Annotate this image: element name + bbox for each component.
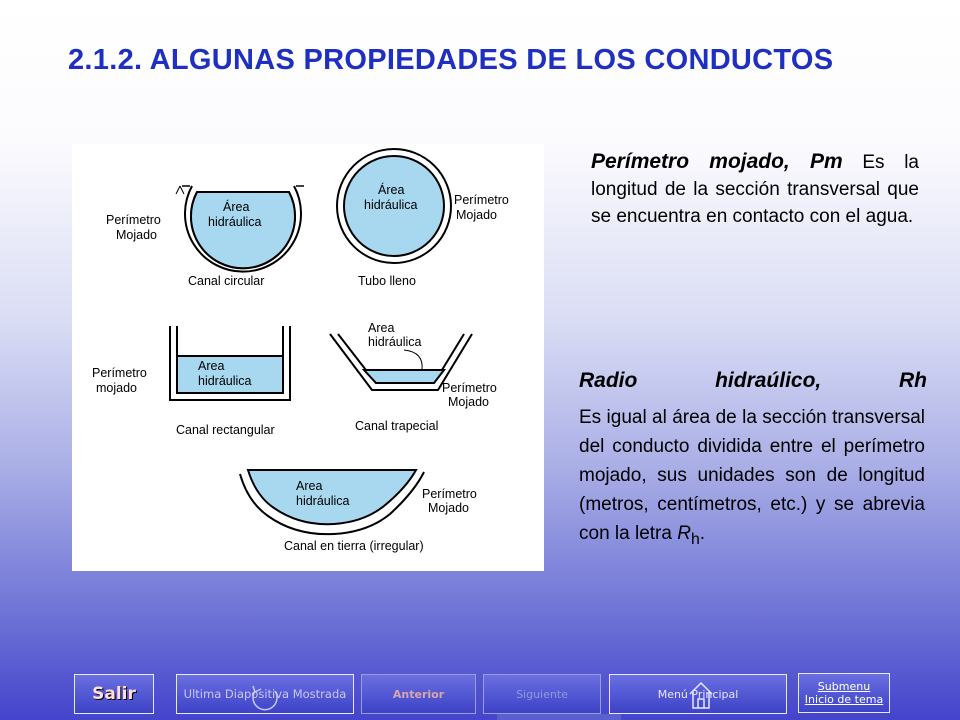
next-button-shadow <box>497 714 621 720</box>
earth-area-label-2: hidráulica <box>296 494 350 508</box>
circular-perimeter-label-1: Perímetro <box>106 213 161 227</box>
submenu-line-1: Submenu <box>817 680 871 693</box>
trapezoidal-channel <box>330 321 497 433</box>
submenu-label <box>805 680 883 706</box>
next-button[interactable] <box>483 674 601 714</box>
circular-area-label-1: Área <box>223 200 250 214</box>
full-pipe <box>337 149 509 288</box>
channel-sections-figure <box>72 144 544 571</box>
wetted-perimeter-text: Es la longitud de la sección transversal que se encuentra en contacto con el agua. <box>591 152 919 227</box>
wetted-perimeter-term: Perímetro mojado, Pm <box>591 150 843 173</box>
hydraulic-radius-subscript: h <box>690 530 700 548</box>
last-slide-label: Ultima Diapositiva Mostrada <box>183 687 347 701</box>
trap-caption: Canal trapecial <box>355 419 439 433</box>
earth-perimeter-label-2: Mojado <box>428 501 469 515</box>
hydraulic-radius-term-1: Radio <box>579 369 638 392</box>
rect-perimeter-label-2: mojado <box>96 381 137 395</box>
pipe-caption: Tubo lleno <box>358 274 416 288</box>
earth-channel <box>240 470 477 553</box>
rect-area-label-2: hidráulica <box>198 374 252 388</box>
hydraulic-radius-heading <box>579 369 927 393</box>
pipe-perimeter-label-2: Mojado <box>456 208 497 222</box>
pipe-perimeter-label-1: Perímetro <box>454 193 509 207</box>
rect-caption: Canal rectangular <box>176 423 275 437</box>
trap-area-label-1: Area <box>368 321 395 335</box>
hydraulic-radius-term-3: Rh <box>899 369 927 392</box>
last-slide-button[interactable] <box>176 674 354 714</box>
hydraulic-radius-text: Es igual al área de la sección transversal del conducto dividida entre el perímetro mojado, sus unidades son de longitud (metros, centímetros, etc.) y se abrevia con la letra <box>579 407 925 544</box>
pipe-area-label-2: hidráulica <box>364 198 418 212</box>
rect-perimeter-label-1: Perímetro <box>92 366 147 380</box>
circular-perimeter-label-2: Mojado <box>116 228 157 242</box>
exit-button[interactable] <box>74 674 154 714</box>
hydraulic-radius-term-2: hidraúlico, <box>715 369 822 392</box>
page-title: 2.1.2. ALGUNAS PROPIEDADES DE LOS CONDUCTOS <box>68 44 834 76</box>
next-label: Siguiente <box>516 687 568 701</box>
main-menu-label: Menú Principal <box>657 687 739 701</box>
exit-button-label: Salir <box>92 684 136 704</box>
trap-area-label-2: hidráulica <box>368 335 422 349</box>
hydraulic-radius-paragraph <box>579 403 925 554</box>
previous-label: Anterior <box>392 687 445 701</box>
trap-perimeter-label-1: Perímetro <box>442 381 497 395</box>
hydraulic-radius-end: . <box>699 523 706 544</box>
earth-perimeter-label-1: Perímetro <box>422 487 477 501</box>
rectangular-channel <box>92 326 290 437</box>
pipe-area-label-1: Área <box>378 183 405 197</box>
earth-caption: Canal en tierra (irregular) <box>284 539 424 553</box>
submenu-button[interactable] <box>798 673 890 713</box>
trap-perimeter-label-2: Mojado <box>448 395 489 409</box>
submenu-line-2: Inicio de tema <box>804 693 884 706</box>
main-menu-button[interactable] <box>609 674 787 714</box>
rect-area-label-1: Area <box>198 359 225 373</box>
wetted-perimeter-paragraph <box>591 148 919 230</box>
circular-channel <box>106 186 304 288</box>
circular-caption: Canal circular <box>188 274 265 288</box>
circular-area-label-2: hidráulica <box>208 215 262 229</box>
earth-area-label-1: Area <box>296 479 323 493</box>
hydraulic-radius-symbol: R <box>677 523 691 544</box>
channel-sections-diagram <box>72 144 544 571</box>
previous-button[interactable] <box>361 674 476 714</box>
